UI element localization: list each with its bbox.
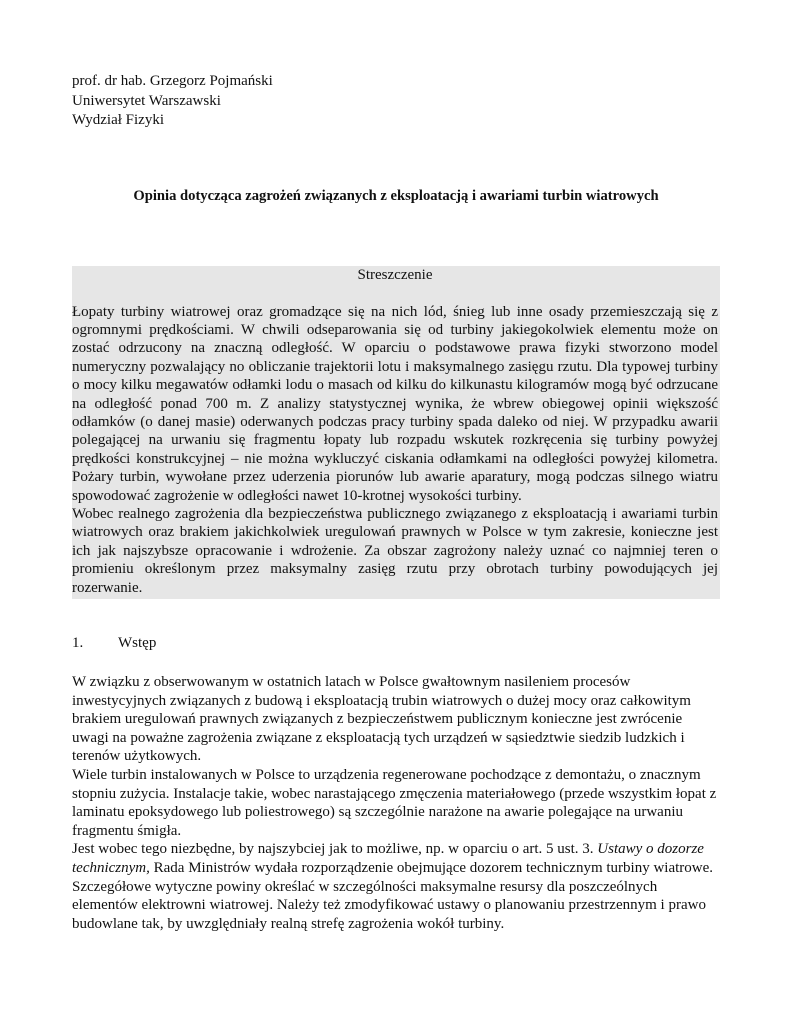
author-university: Uniwersytet Warszawski: [72, 92, 221, 109]
intro-section: [72, 673, 720, 933]
intro-paragraph: [72, 840, 720, 933]
author-faculty: Wydział Fizyki: [72, 112, 164, 128]
document-page: [72, 72, 720, 933]
section-title: Wstęp: [118, 635, 157, 651]
summary-paragraph: Wobec realnego zagrożenia dla bezpieczeństwa publicznego związanego z eksploatacją i awariami turbin wiatrowych oraz brakiem jakichkolwiek uregulowań prawnych w Polsce w tym zakresie, konieczne jest ich jak najszybsze opracowanie i wdrożenie. Za obszar zagrożony należy uznać co najmniej teren o promieniu określonym przez maksymalny zasięg rzutu przy obrotach turbiny powodujących jej rozerwanie.: [72, 505, 718, 596]
author-block: [72, 72, 720, 131]
intro-paragraph-end: Rada Ministrów wydała rozporządzenie obejmujące dozorem technicznym turbiny wiatrowe. Szczegółowe wytyczne powiny określać w szczególności maksymalne resursy dla poszczeólnych elementów elektrowni wiatrowej. Należy też zmodyfikować ustawy o planowaniu przestrzennym i prawo budowlane tak, by uwzględniały realną strefę zagrożenia wokół turbiny.: [72, 859, 714, 932]
summary-box: [72, 266, 720, 600]
intro-paragraph: Wiele turbin instalowanych w Polsce to urządzenia regenerowane pochodzące z demontażu, o znacznym stopniu zużycia. Instalacje takie, wobec narastającego zmęczenia materiałowego (przede wszystkim łopat z laminatu epoksydowego lub poliestrowego) są szczególnie narażone na awarie polegające na urwaniu fragmentu śmigła.: [72, 766, 717, 839]
document-title: Opinia dotycząca zagrożeń związanych z eksploatacją i awariami turbin wiatrowych: [133, 187, 659, 204]
summary-heading: Streszczenie: [357, 266, 433, 283]
section-heading: [72, 633, 720, 653]
section-number: 1.: [72, 635, 84, 651]
intro-paragraph-start: Jest wobec tego niezbędne, by najszybciej jak to możliwe, np. w oparciu o art. 5 ust. 3.: [72, 841, 598, 858]
law-title: Ustawy o dozorze technicznym,: [72, 841, 704, 876]
author-name: prof. dr hab. Grzegorz Pojmański: [72, 73, 273, 89]
summary-paragraph: Łopaty turbiny wiatrowej oraz gromadzące się na nich lód, śnieg lub inne osady przemieszczają się z ogromnymi prędkościami. W chwili odseparowania się od turbiny jakiegokolwiek elementu może on zostać odrzucony na znaczną odległość. W oparciu o podstawowe prawa fizyki stworzono model numeryczny pozwalający no obliczanie trajektorii lotu i maksymalnego zasięgu rzutu. Dla typowej turbiny o mocy kilku megawatów odłamki lodu o masach od kilku do kilkunastu kilogramów mogą być odrzucane na odległość ponad 700 m. Z analizy statystycznej wynika, że wbrew obiegowej opinii większość odłamków (o danej masie) oderwanych podczas pracy turbiny spada daleko od niej. W przypadku awarii polegającej na urwaniu się fragmentu łopaty lub rozpadu wskutek rozkręcenia się turbiny powyżej prędkości konstrukcyjnej – nie można wykluczyć ciskania odłamkami na odległości powyżej kilometra. Pożary turbin, wywołane przez uderzenia piorunów lub awarie aparatury, mogą podczas silnego wiatru spowodować zagrożenie w odległości nawet 10-krotnej wysokości turbiny.: [72, 303, 718, 504]
intro-paragraph: W związku z obserwowanym w ostatnich latach w Polsce gwałtownym nasileniem procesów inwestycyjnych związanych z budową i eksploatacją trubin wiatrowych o dużej mocy oraz całkowitym brakiem uregulowań prawnych związanych z bezpieczeństwem publicznym konieczne jest zwrócenie uwagi na poważne zagrożenia związane z eksploatacją tych urządzeń w sąsiedztwie siedzib ludzkich i terenów użytkowych.: [72, 674, 691, 765]
